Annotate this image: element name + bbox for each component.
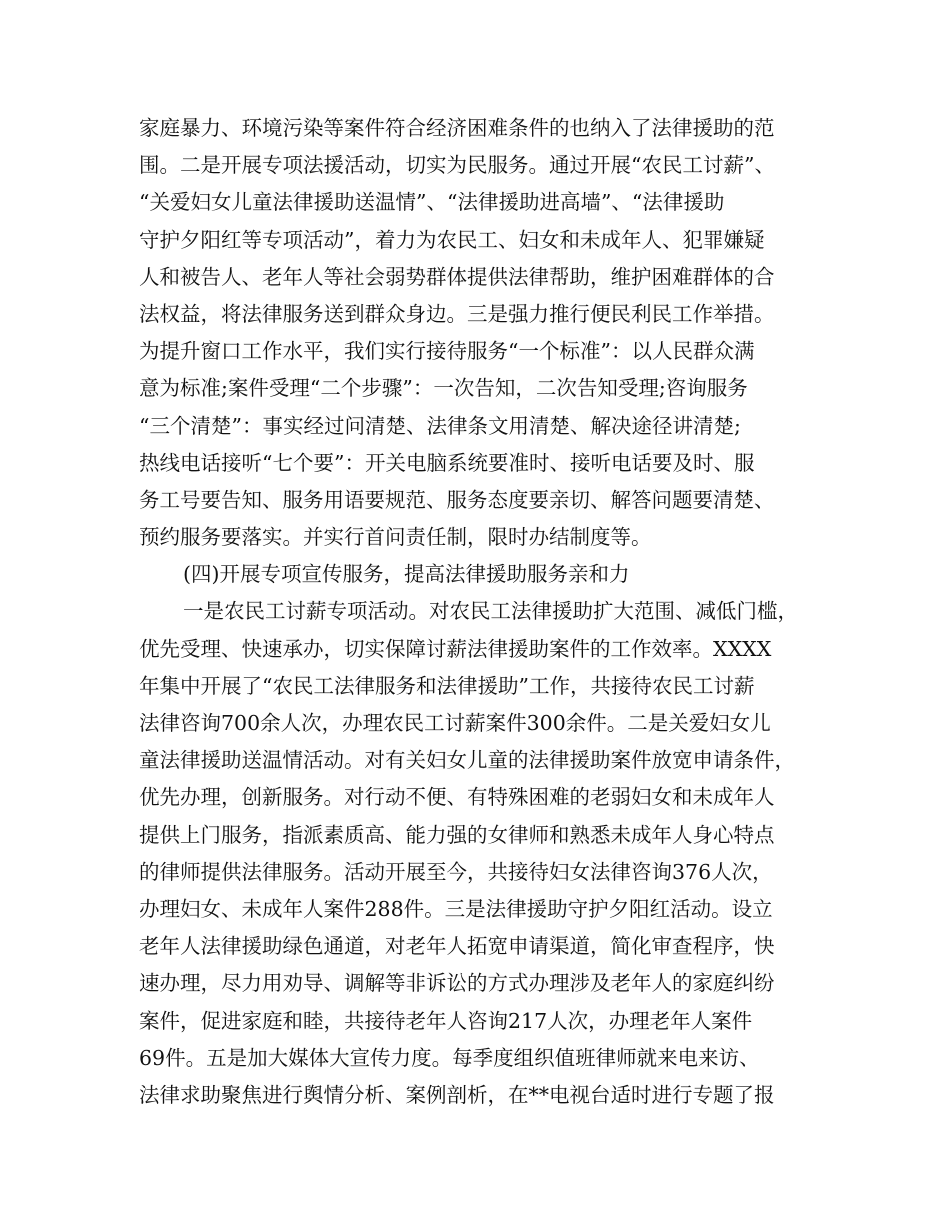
text-line: “关爱妇女儿童法律援助送温情”、“法律援助进高墙”、“法律援助 [139, 190, 725, 215]
text-line: 围。二是开展专项法援活动，切实为民服务。通过开展“农民工讨薪”、 [139, 153, 775, 178]
text-line: 意为标准;案件受理“二个步骤”：一次告知，二次告知受理;咨询服务 [139, 376, 748, 401]
text-line: 法律咨询700余人次，办理农民工讨薪案件300余件。二是关爱妇女儿 [139, 711, 771, 735]
text-line: 为提升窗口工作水平，我们实行接待服务“一个标准”：以人民群众满 [139, 339, 755, 364]
text-line: 一是农民工讨薪专项活动。对农民工法律援助扩大范围、减低门槛， [183, 599, 798, 624]
text-line: 法权益，将法律服务送到群众身边。三是强力推行便民利民工作举措。 [139, 301, 775, 326]
text-line: 童法律援助送温情活动。对有关妇女儿童的法律援助案件放宽申请条件， [139, 748, 795, 773]
text-line: 法律求助聚焦进行舆情分析、案例剖析，在**电视台适时进行专题了报 [139, 1082, 775, 1107]
text-line: 人和被告人、老年人等社会弱势群体提供法律帮助，维护困难群体的合 [139, 264, 775, 289]
section-heading: (四)开展专项宣传服务，提高法律援助服务亲和力 [183, 562, 630, 587]
text-line: 务工号要告知、服务用语要规范、服务态度要亲切、解答问题要清楚、 [139, 487, 775, 512]
text-line: 热线电话接听“七个要”：开关电脑系统要准时、接听电话要及时、服 [139, 450, 755, 475]
text-line: 家庭暴力、环境污染等案件符合经济困难条件的也纳入了法律援助的范 [139, 116, 775, 140]
document-body [139, 110, 819, 1114]
text-line: “三个清楚”：事实经过问清楚、法律条文用清楚、解决途径讲清楚; [139, 413, 741, 438]
text-line: 案件，促进家庭和睦，共接待老年人咨询217人次，办理老年人案件 [139, 1008, 753, 1033]
text-line: 速办理，尽力用劝导、调解等非诉讼的方式办理涉及老年人的家庭纠纷 [139, 971, 775, 996]
text-line: 老年人法律援助绿色通道，对老年人拓宽申请渠道，简化审查程序，快 [139, 934, 775, 959]
text-line: 年集中开展了“农民工法律服务和法律援助”工作，共接待农民工讨薪 [139, 673, 755, 698]
text-line: 的律师提供法律服务。活动开展至今，共接待妇女法律咨询376人次， [139, 859, 773, 884]
text-line: 预约服务要落实。并实行首问责任制，限时办结制度等。 [139, 525, 652, 550]
text-line: 69件。五是加大媒体大宣传力度。每季度组织值班律师就来电来访、 [139, 1045, 760, 1070]
text-line: 守护夕阳红等专项活动”，着力为农民工、妇女和未成年人、犯罪嫌疑 [139, 227, 765, 252]
text-line: 提供上门服务，指派素质高、能力强的女律师和熟悉未成年人身心特点 [139, 822, 775, 847]
text-line: 办理妇女、未成年人案件288件。三是法律援助守护夕阳红活动。设立 [139, 896, 773, 921]
text-line: 优先办理，创新服务。对行动不便、有特殊困难的老弱妇女和未成年人 [139, 785, 775, 810]
text-line: 优先受理、快速承办，切实保障讨薪法律援助案件的工作效率。XXXX [139, 636, 772, 661]
